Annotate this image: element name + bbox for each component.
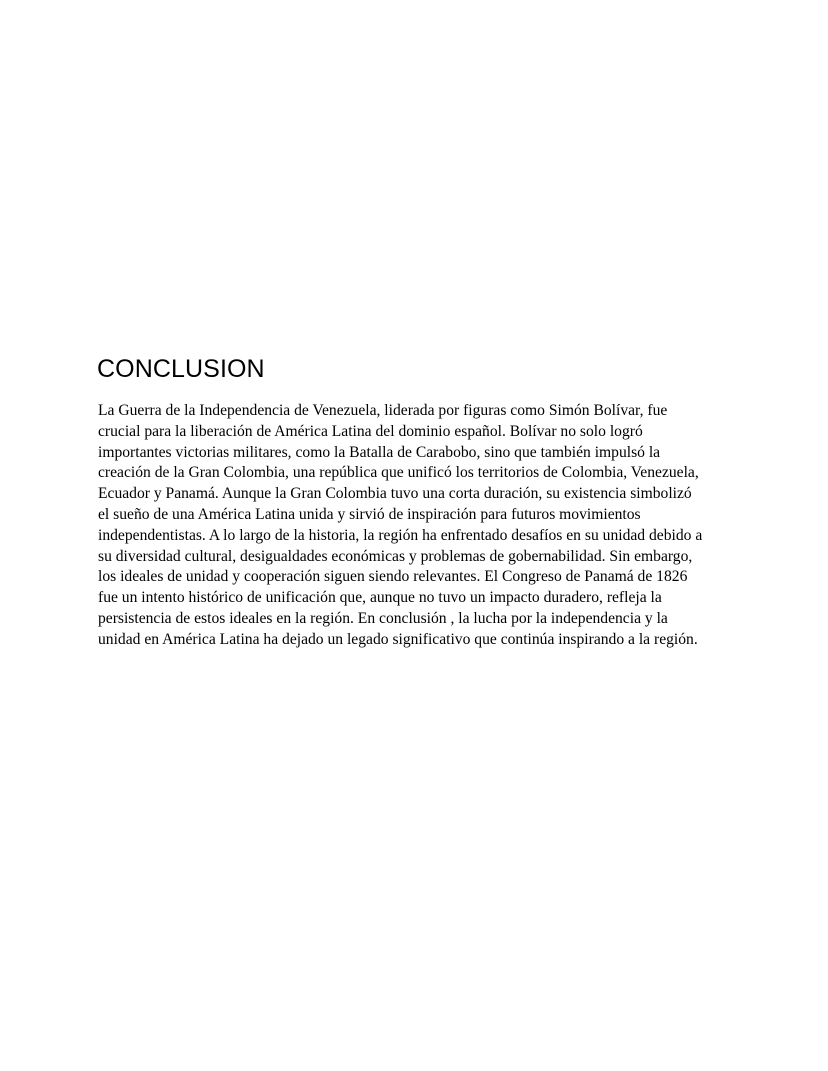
paragraph-line: persistencia de estos ideales en la región. En conclusión , la lucha por la independencia y la [98,609,668,627]
paragraph-line: el sueño de una América Latina unida y sirvió de inspiración para futuros movimientos [98,505,641,523]
paragraph-line: La Guerra de la Independencia de Venezuela, liderada por figuras como Simón Bolívar, fue [98,402,668,419]
paragraph-line: crucial para la liberación de América Latina del dominio español. Bolívar no solo logró [98,422,643,440]
paragraph-line: importantes victorias militares, como la Batalla de Carabobo, sino que también impulsó la [98,443,661,461]
paragraph-line: creación de la Gran Colombia, una república que unificó los territorios de Colombia, Venezuela, [98,464,699,482]
paragraph-line: independentistas. A lo largo de la historia, la región ha enfrentado desafíos en su unidad debido a [98,526,703,544]
paragraph-line: Ecuador y Panamá. Aunque la Gran Colombia tuvo una corta duración, su existencia simbolizó [98,485,692,503]
paragraph-line: fue un intento histórico de unificación que, aunque no tuvo un impacto duradero, refleja la [98,589,662,607]
section-heading: CONCLUSION [97,355,265,383]
conclusion-paragraph [98,401,798,651]
paragraph-line: unidad en América Latina ha dejado un legado significativo que continúa inspirando a la región. [98,630,698,648]
paragraph-line: los ideales de unidad y cooperación siguen siendo relevantes. El Congreso de Panamá de 1826 [98,568,688,586]
paragraph-line: su diversidad cultural, desigualdades económicas y problemas de gobernabilidad. Sin embargo, [98,547,693,565]
